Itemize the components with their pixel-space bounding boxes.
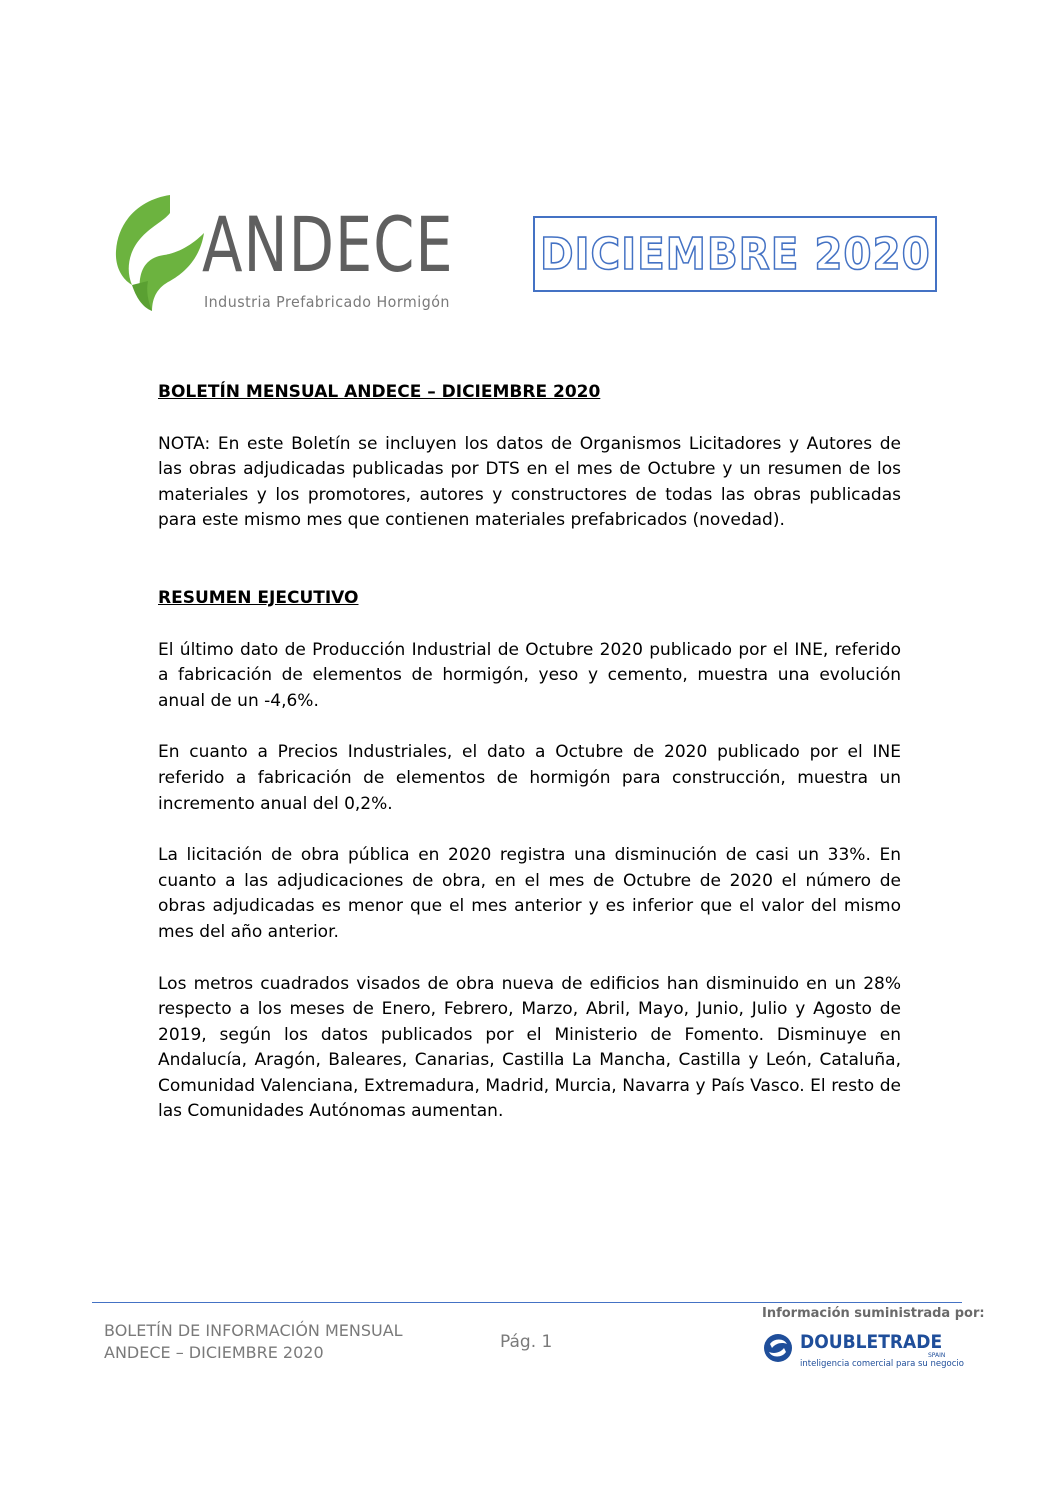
bulletin-content — [158, 380, 901, 1125]
page-number: Pág. 1 — [500, 1332, 553, 1352]
doubletrade-tagline: inteligencia comercial para su negocio — [800, 1359, 964, 1369]
andece-wordmark: ANDECE — [202, 200, 454, 289]
andece-tagline: Industria Prefabricado Hormigón — [204, 293, 450, 311]
footer-line-2: ANDECE – DICIEMBRE 2020 — [104, 1343, 324, 1362]
doubletrade-country: SPAIN — [928, 1352, 946, 1359]
doubletrade-swirl-icon — [762, 1332, 794, 1364]
summary-heading: RESUMEN EJECUTIVO — [158, 587, 359, 608]
bulletin-title: BOLETÍN MENSUAL ANDECE – DICIEMBRE 2020 — [158, 382, 601, 402]
summary-paragraph: El último dato de Producción Industrial de Octubre 2020 publicado por el INE, referido a fabricación de elementos de hormigón, yeso y cemento, muestra una evolución anual de un -4,6%. — [158, 639, 901, 711]
doubletrade-logo — [762, 1330, 962, 1370]
footer-line-1: BOLETÍN DE INFORMACIÓN MENSUAL — [104, 1321, 403, 1340]
doubletrade-name: DOUBLETRADE — [800, 1331, 943, 1353]
footer-divider — [92, 1302, 962, 1303]
summary-paragraph: Los metros cuadrados visados de obra nueva de edificios han disminuido en un 28% respecto a los meses de Enero, Febrero, Marzo, Abril, Mayo, Junio, Julio y Agosto de 2019, según los datos publicados por el Ministerio de Fomento. Disminuye en Andalucía, Aragón, Baleares, Canarias, Castilla La Mancha, Castilla y León, Cataluña, Comunidad Valenciana, Extremadura, Madrid, Murcia, Navarra y País Vasco. El resto de las Comunidades Autónomas aumentan. — [158, 973, 901, 1122]
month-box — [533, 216, 937, 292]
provider-label: Información suministrada por: — [762, 1306, 985, 1321]
summary-paragraph: La licitación de obra pública en 2020 registra una disminución de casi un 33%. En cuanto a las adjudicaciones de obra, en el mes de Octubre de 2020 el número de obras adjudicadas es menor que el mes anterior y es inferior que el valor del mismo mes del año anterior. — [158, 845, 901, 942]
note-paragraph: NOTA: En este Boletín se incluyen los datos de Organismos Licitadores y Autores de las obras adjudicadas publicadas por DTS en el mes de Octubre y un resumen de los materiales y los promotores, autores y constructores de todas las obras publicadas para este mismo mes que contienen materiales prefabricados (novedad). — [158, 433, 901, 531]
andece-logo — [112, 193, 502, 318]
andece-leaf-icon — [112, 193, 212, 318]
summary-paragraph: En cuanto a Precios Industriales, el dato a Octubre de 2020 publicado por el INE referido a fabricación de elementos de hormigón para construcción, muestra un incremento anual del 0,2%. — [158, 742, 901, 814]
footer-bulletin-info — [104, 1320, 403, 1364]
month-label: DICIEMBRE 2020 — [539, 228, 931, 280]
